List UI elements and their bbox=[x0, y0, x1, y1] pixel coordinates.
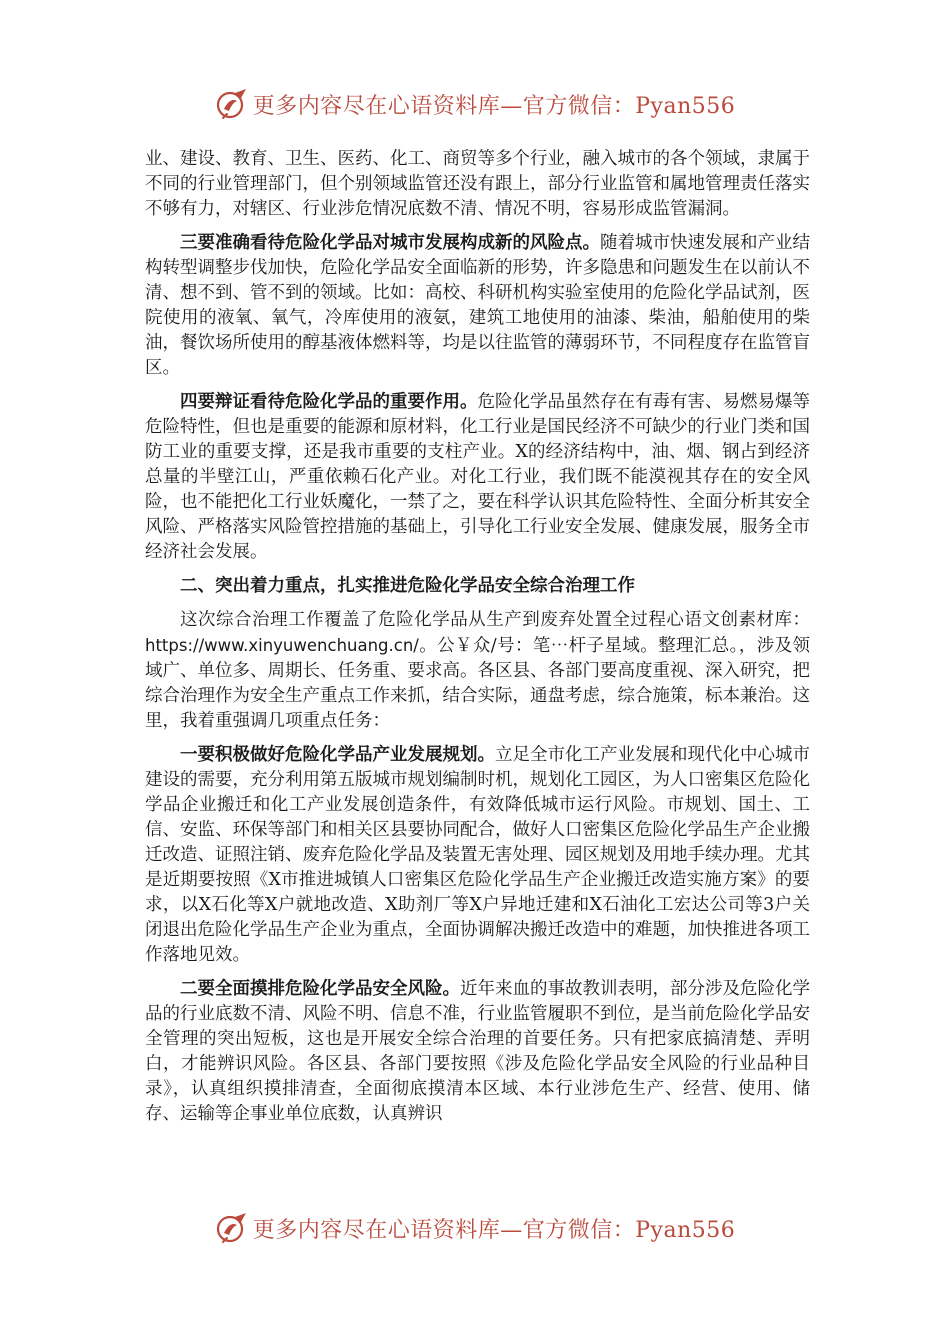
paragraph-3 bbox=[145, 390, 810, 565]
paragraph-5-text-a: 这次综合治理工作覆盖了危险化学品从生产到废弃处置全过程心语文创素材库： bbox=[180, 610, 810, 630]
paragraph-3-heading: 四要辩证看待危险化学品的重要作用。 bbox=[180, 392, 478, 412]
paragraph-6 bbox=[145, 743, 810, 968]
pen-circle-logo-icon bbox=[215, 1211, 249, 1245]
paragraph-1: 业、建设、教育、卫生、医药、化工、商贸等多个行业，融入城市的各个领域，隶属于不同的行业管理部门，但个别领域监管还没有跟上，部分行业监管和属地管理责任落实不够有力，对辖区、行业涉危情况底数不清、情况不明，容易形成监管漏洞。 bbox=[145, 149, 810, 219]
paragraph-7-heading: 二要全面摸排危险化学品安全风险。 bbox=[180, 979, 460, 999]
section-heading-2: 二、突出着力重点，扎实推进危险化学品安全综合治理工作 bbox=[180, 576, 635, 596]
paragraph-3-text: 危险化学品虽然存在有毒有害、易燃易爆等危险特性，但也是重要的能源和原材料，化工行业是国民经济不可缺少的行业门类和国防工业的重要支撑，还是我市重要的支柱产业。X的经济结构中，油、烟、钢占到经济总量的半壁江山，严重依赖石化产业。对化工行业，我们既不能漠视其存在的安全风险，也不能把化工行业妖魔化，一禁了之，要在科学认识其危险特性、全面分析其安全风险、严格落实风险管控措施的基础上，引导化工行业安全发展、健康发展，服务全市经济社会发展。 bbox=[145, 392, 810, 562]
paragraph-6-heading: 一要积极做好危险化学品产业发展规划。 bbox=[180, 745, 495, 765]
footer-banner-text: 更多内容尽在心语资料库—官方微信：Pyan556 bbox=[252, 1217, 736, 1243]
header-banner bbox=[0, 84, 950, 124]
header-banner-text: 更多内容尽在心语资料库—官方微信：Pyan556 bbox=[252, 93, 736, 119]
paragraph-2-heading: 三要准确看待危险化学品对城市发展构成新的风险点。 bbox=[180, 233, 600, 253]
paragraph-7-text: 近年来血的事故教训表明，部分涉及危险化学品的行业底数不清、风险不明、信息不准，行业监管履职不到位，是当前危险化学品安全管理的突出短板，这也是开展安全综合治理的首要任务。只有把家底搞清楚、弄明白，才能辨识风险。各区县、各部门要按照《涉及危险化学品安全风险的行业品种目录》，认真组织摸排清查，全面彻底摸清本区域、本行业涉危生产、经营、使用、储存、运输等企事业单位底数，认真辨识 bbox=[145, 979, 810, 1124]
document-body bbox=[145, 147, 810, 1127]
source-url-link[interactable]: https://www.xinyuwenchuang.cn/ bbox=[145, 636, 419, 655]
paragraph-5 bbox=[145, 608, 810, 734]
paragraph-6-text: 立足全市化工产业发展和现代化中心城市建设的需要，充分利用第五版城市规划编制时机，规划化工园区，为人口密集区危险化学品企业搬迁和化工产业发展创造条件，有效降低城市运行风险。市规划、国土、工信、安监、环保等部门和相关区县要协同配合，做好人口密集区危险化学品生产企业搬迁改造、证照注销、废弃危险化学品及装置无害处理、园区规划及用地手续办理。尤其是近期要按照《X市推进城镇人口密集区危险化学品生产企业搬迁改造实施方案》的要求，以X石化等X户就地改造、X助剂厂等X户异地迁建和X石油化工宏达公司等3户关闭退出危险化学品生产企业为重点，全面协调解决搬迁改造中的难题，加快推进各项工作落地见效。 bbox=[145, 745, 810, 965]
paragraph-7 bbox=[145, 977, 810, 1127]
paragraph-2-text: 随着城市快速发展和产业结构转型调整步伐加快，危险化学品安全面临新的形势，许多隐患和问题发生在以前认不清、想不到、管不到的领域。比如：高校、科研机构实验室使用的危险化学品试剂，医院使用的液氧、氧气，冷库使用的液氨，建筑工地使用的油漆、柴油，船舶使用的柴油，餐饮场所使用的醇基液体燃料等，均是以往监管的薄弱环节，不同程度存在监管盲区。 bbox=[145, 233, 810, 378]
footer-banner bbox=[0, 1208, 950, 1248]
paragraph-2 bbox=[145, 231, 810, 381]
pen-circle-logo-icon bbox=[215, 87, 249, 121]
paragraph-5-text-b: 。公￥众/号：笔⋯杆子星域。整理汇总。，涉及领域广、单位多、周期长、任务重、要求高。各区县、各部门要高度重视、深入研究，把综合治理作为安全生产重点工作来抓，结合实际，通盘考虑，综合施策，标本兼治。这里，我着重强调几项重点任务： bbox=[145, 636, 810, 731]
